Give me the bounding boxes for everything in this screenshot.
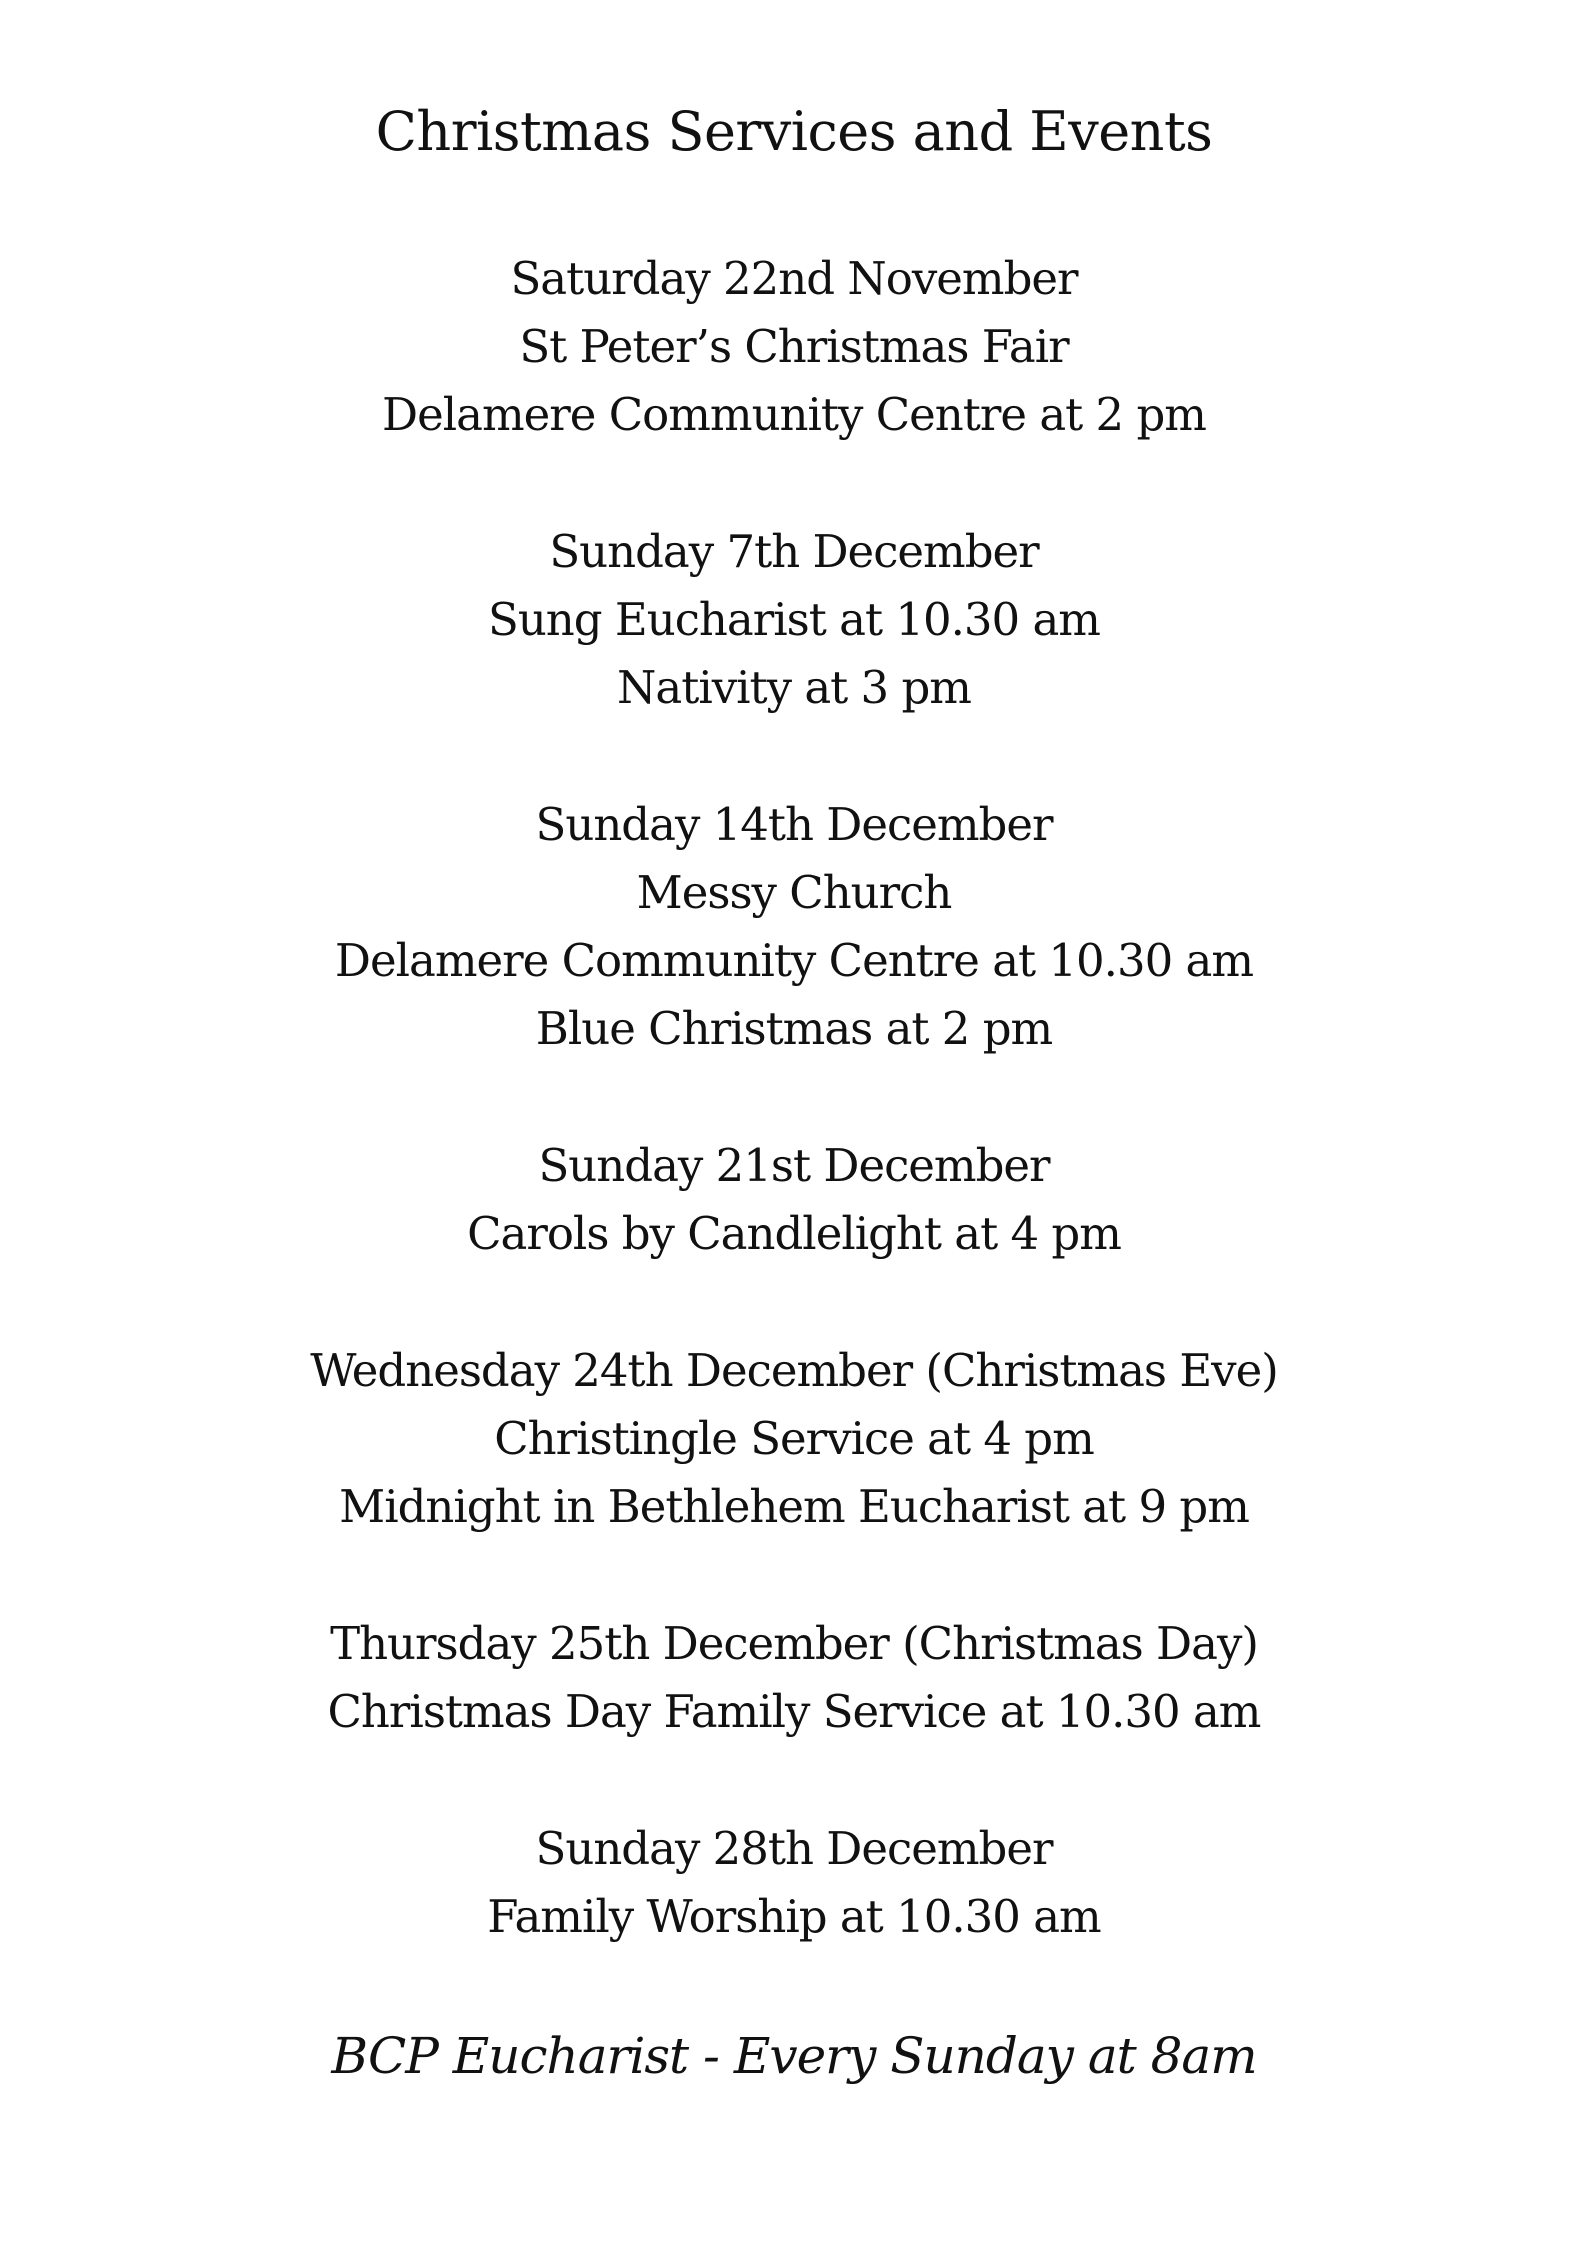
event-detail: Christingle Service at 4 pm xyxy=(494,1412,1094,1465)
event-detail: Blue Christmas at 2 pm xyxy=(535,1002,1053,1055)
event-group xyxy=(0,245,1588,449)
event-date: Sunday 14th December xyxy=(535,798,1053,851)
event-group xyxy=(0,1815,1588,1951)
event-detail: Nativity at 3 pm xyxy=(617,661,971,714)
event-group xyxy=(0,1132,1588,1268)
event-date: Thursday 25th December (Christmas Day) xyxy=(330,1617,1258,1670)
event-detail: Messy Church xyxy=(636,866,952,919)
footer-note: BCP Eucharist - Every Sunday at 8am xyxy=(331,2027,1257,2085)
event-detail: St Peter’s Christmas Fair xyxy=(519,320,1069,373)
event-detail: Family Worship at 10.30 am xyxy=(487,1890,1101,1943)
event-detail: Sung Eucharist at 10.30 am xyxy=(488,593,1100,646)
event-date: Sunday 21st December xyxy=(538,1139,1050,1192)
event-date: Wednesday 24th December (Christmas Eve) xyxy=(310,1344,1278,1397)
event-list xyxy=(0,245,1588,2020)
event-date: Sunday 28th December xyxy=(535,1822,1053,1875)
page-title: Christmas Services and Events xyxy=(375,100,1213,163)
event-group xyxy=(0,1337,1588,1541)
event-group xyxy=(0,791,1588,1063)
event-detail: Delamere Community Centre at 10.30 am xyxy=(334,934,1254,987)
event-date: Sunday 7th December xyxy=(549,525,1039,578)
event-detail: Delamere Community Centre at 2 pm xyxy=(382,388,1206,441)
event-detail: Christmas Day Family Service at 10.30 am xyxy=(327,1685,1261,1738)
event-detail: Carols by Candlelight at 4 pm xyxy=(467,1207,1121,1260)
event-date: Saturday 22nd November xyxy=(510,252,1078,305)
event-group xyxy=(0,1610,1588,1746)
event-detail: Midnight in Bethlehem Eucharist at 9 pm xyxy=(339,1480,1249,1533)
event-group xyxy=(0,518,1588,722)
